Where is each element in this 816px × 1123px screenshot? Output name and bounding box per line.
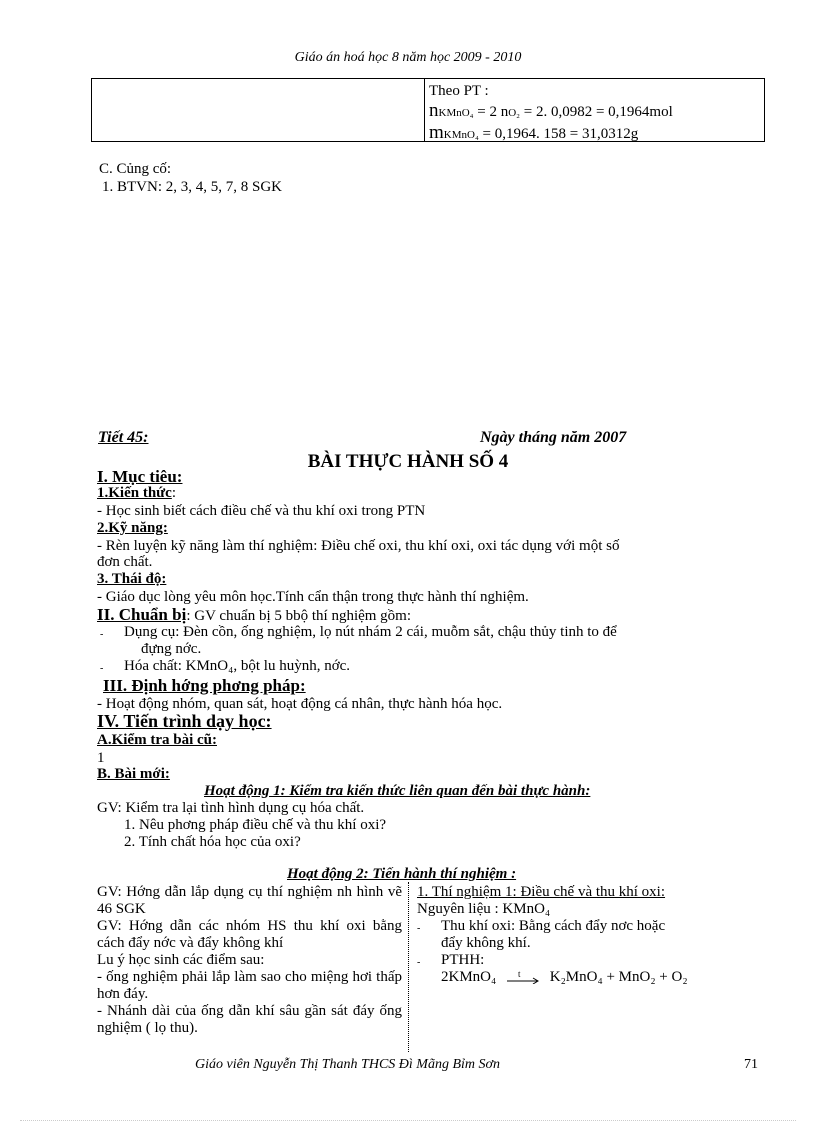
activity-2-left-2: GV: Hớng dẫn các nhóm HS thu khí oxi bằng cách đẩy nớc và đẩy không khí xyxy=(97,918,402,951)
thu-khi-item xyxy=(417,918,767,952)
cung-co-heading: C. Củng cố: xyxy=(99,161,172,177)
page-footer: Giáo viên Nguyễn Thị Thanh THCS Đì Mãng Bỉm Sơn xyxy=(195,1057,500,1072)
bullet-marker: - xyxy=(100,663,104,674)
bullet-marker: - xyxy=(417,923,421,934)
page-bottom-border xyxy=(20,1120,796,1121)
phuong-phap-text: - Hoạt động nhóm, quan sát, hoạt động cá nhân, thực hành hóa học. xyxy=(97,696,503,712)
column-divider xyxy=(408,882,409,1052)
heat-condition: t xyxy=(517,968,521,979)
thai-do-heading: 3. Thái độ: xyxy=(97,571,167,587)
pthh-label: PTHH: xyxy=(441,952,485,968)
pthh-item xyxy=(417,952,767,986)
mass-line: mKMnO₄ = 0,1964. 158 = 31,0312g xyxy=(429,122,639,143)
activity-1-question-2: 2. Tính chất hóa học của oxi? xyxy=(124,834,301,850)
lesson-title: BÀI THỰC HÀNH SỐ 4 xyxy=(307,451,509,472)
table-column-divider xyxy=(424,79,425,141)
kiem-tra-item: 1 xyxy=(97,750,105,766)
reaction-arrow-icon xyxy=(506,968,540,984)
page-number: 71 xyxy=(744,1057,758,1072)
bullet-marker: - xyxy=(417,957,421,968)
muc-tieu-heading: I. Mục tiêu: xyxy=(97,467,183,486)
activity-2-left-5: - Nhánh dài của ống dẫn khí sâu gần sát đáy ống nghiệm ( lọ thu). xyxy=(97,1003,402,1036)
equation-products: K₂MnO₄ + MnO₂ + O₂ xyxy=(549,969,688,985)
tien-trinh-heading: IV. Tiến trình dạy học: xyxy=(97,711,272,731)
ky-nang-text-2: đơn chất. xyxy=(97,554,153,570)
activity-2-left-1: GV: Hớng dẫn lắp dụng cụ thí nghiệm nh hình vẽ 46 SGK xyxy=(97,884,402,917)
equation-reactant: 2KMnO₄ xyxy=(441,969,497,985)
calculation-table xyxy=(91,78,765,142)
activity-1-question-1: 1. Nêu phơng pháp điều chế và thu khí oxi? xyxy=(124,817,387,833)
bai-moi-heading: B. Bài mới: xyxy=(97,766,170,782)
theo-pt-line: Theo PT : xyxy=(429,83,489,99)
activity-2-experiment-column xyxy=(417,884,767,986)
chuan-bi-line: II. Chuẩn bị: GV chuẩn bị 5 bbộ thí nghiệm gồm: xyxy=(97,605,412,624)
experiment-1-heading: 1. Thí nghiệm 1: Điều chế và thu khí oxi: xyxy=(417,884,666,900)
chemical-equation xyxy=(441,969,767,986)
lesson-date: Ngày tháng năm 2007 xyxy=(480,429,627,446)
ky-nang-heading: 2.Kỹ năng: xyxy=(97,520,168,536)
kien-thuc-heading: 1.Kiến thức: xyxy=(97,485,177,501)
activity-2-left-4: - ống nghiệm phải lắp làm sao cho miệng hơi thấp hơn đáy. xyxy=(97,969,402,1002)
activity-1-gv: GV: Kiểm tra lại tình hình dụng cụ hóa chất. xyxy=(97,800,365,816)
activity-2-heading: Hoạt động 2: Tiến hành thí nghiệm : xyxy=(287,866,517,882)
moles-line: nKMnO₄ = 2 nO₂ = 2. 0,0982 = 0,1964mol xyxy=(429,100,673,121)
hoa-chat-text: Hóa chất: KMnO₄, bột lu huỳnh, nớc. xyxy=(124,658,351,674)
bullet-marker: - xyxy=(100,629,104,640)
activity-2-teacher-column xyxy=(97,884,402,1037)
dung-cu-text-2: đựng nớc. xyxy=(141,641,202,657)
kiem-tra-heading: A.Kiểm tra bài cũ: xyxy=(97,732,217,748)
kien-thuc-text: - Học sinh biết cách điều chế và thu khí oxi trong PTN xyxy=(97,503,426,519)
thai-do-text: - Giáo dục lòng yêu môn học.Tính cẩn thận trong thực hành thí nghiệm. xyxy=(97,589,529,605)
phuong-phap-heading: III. Định hớng phơng pháp: xyxy=(103,676,306,695)
calculation-cell xyxy=(429,81,673,145)
thu-khi-text-2: đẩy không khí. xyxy=(441,935,531,951)
ky-nang-text-1: - Rèn luyện kỹ năng làm thí nghiệm: Điều chế oxi, thu khí oxi, oxi tác dụng với một số xyxy=(97,538,620,554)
nguyen-lieu: Nguyên liệu : KMnO₄ xyxy=(417,901,551,917)
lesson-number: Tiết 45: xyxy=(98,429,149,446)
thu-khi-text-1: Thu khí oxi: Bằng cách đẩy nơc hoặc xyxy=(441,918,666,934)
activity-2-left-3: Lu ý học sinh các điểm sau: xyxy=(97,952,265,968)
dung-cu-text-1: Dụng cụ: Đèn cồn, ống nghiệm, lọ nút nhám 2 cái, muỗm sắt, chậu thủy tinh to để xyxy=(124,624,617,640)
page-header: Giáo án hoá học 8 năm học 2009 - 2010 xyxy=(294,50,522,65)
cung-co-item: 1. BTVN: 2, 3, 4, 5, 7, 8 SGK xyxy=(102,179,283,195)
activity-1-heading: Hoạt động 1: Kiểm tra kiến thức liên quan đến bài thực hành: xyxy=(204,783,591,799)
